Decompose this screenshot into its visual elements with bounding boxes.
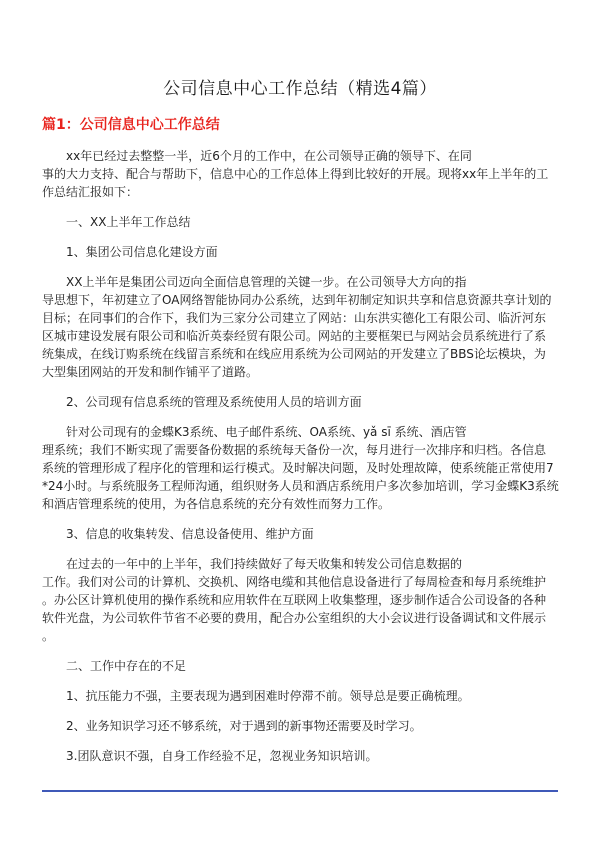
paragraph-line: 大型集团网站的开发和制作铺平了道路。 xyxy=(42,365,259,379)
section-heading: 篇1：公司信息中心工作总结 xyxy=(42,117,220,133)
document-title: 公司信息中心工作总结（精选4篇） xyxy=(163,79,437,99)
paragraph-line: 工作。我们对公司的计算机、交换机、网络电缆和其他信息设备进行了每周检查和每月系统维护 xyxy=(42,575,547,589)
subheading: 1、集团公司信息化建设方面 xyxy=(66,245,218,259)
list-item: 1、抗压能力不强，主要表现为遇到困难时停滞不前。领导总是要正确梳理。 xyxy=(66,689,470,703)
paragraph-line: 作总结汇报如下： xyxy=(42,185,139,199)
list-item: 2、业务知识学习还不够系统，对于遇到的新事物还需要及时学习。 xyxy=(66,719,422,733)
paragraph-line: 。办公区计算机使用的操作系统和应用软件在互联网上收集整理，逐步制作适合公司设备的各种 xyxy=(42,593,547,607)
paragraph-line: xx年已经过去整整一半，近6个月的工作中，在公司领导正确的领导下、在同 xyxy=(66,149,472,163)
list-item: 3.团队意识不强，自身工作经验不足，忽视业务知识培训。 xyxy=(66,749,378,763)
paragraph-line: 。 xyxy=(42,629,55,643)
paragraph-line: XX上半年是集团公司迈向全面信息管理的关键一步。在公司领导大方向的指 xyxy=(66,275,467,289)
bottom-divider xyxy=(42,790,558,792)
paragraph-line: 导思想下，年初建立了OA网络智能协同办公系统，达到年初制定知识共享和信息资源共享计划的 xyxy=(42,293,552,307)
paragraph-line: 系统的管理形成了程序化的管理和运行模式。及时解决问题，及时处理故障，使系统能正常使用7 xyxy=(42,461,554,475)
paragraph-line: *24小时。与系统服务工程师沟通，组织财务人员和酒店系统用户多次参加培训，学习金蝶K3系统 xyxy=(42,479,559,493)
paragraph-line: 针对公司现有的金蝶K3系统、电子邮件系统、OA系统、yǎ sī 系统、酒店管 xyxy=(66,425,467,439)
paragraph-line: 在过去的一年中的上半年，我们持续做好了每天收集和转发公司信息数据的 xyxy=(66,557,463,571)
paragraph-line: 理系统；我们不断实现了需要备份数据的系统每天备份一次，每月进行一次排序和归档。各信息 xyxy=(42,443,547,457)
subheading: 二、工作中存在的不足 xyxy=(66,659,187,673)
paragraph-line: 和酒店管理系统的使用，为各信息系统的充分有效性而努力工作。 xyxy=(42,497,391,511)
subheading: 一、XX上半年工作总结 xyxy=(66,215,191,229)
paragraph-line: 区城市建设发展有限公司和临沂英泰经贸有限公司。网站的主要框架已与网站会员系统进行了系 xyxy=(42,329,547,343)
subheading: 2、公司现有信息系统的管理及系统使用人员的培训方面 xyxy=(66,395,362,409)
paragraph-line: 统集成，在线订购系统在线留言系统和在线应用系统为公司网站的开发建立了BBS论坛模块，为 xyxy=(42,347,546,361)
paragraph-line: 事的大力支持、配合与帮助下，信息中心的工作总体上得到比较好的开展。现将xx年上半年的工 xyxy=(42,167,549,181)
paragraph-line: 目标；在同事们的合作下，我们为三家分公司建立了网站：山东洪实德化工有限公司、临沂河东 xyxy=(42,311,547,325)
subheading: 3、信息的收集转发、信息设备使用、维护方面 xyxy=(66,527,314,541)
paragraph-line: 软件光盘，为公司软件节省不必要的费用，配合办公室组织的大小会议进行设备调试和文件展示 xyxy=(42,611,547,625)
